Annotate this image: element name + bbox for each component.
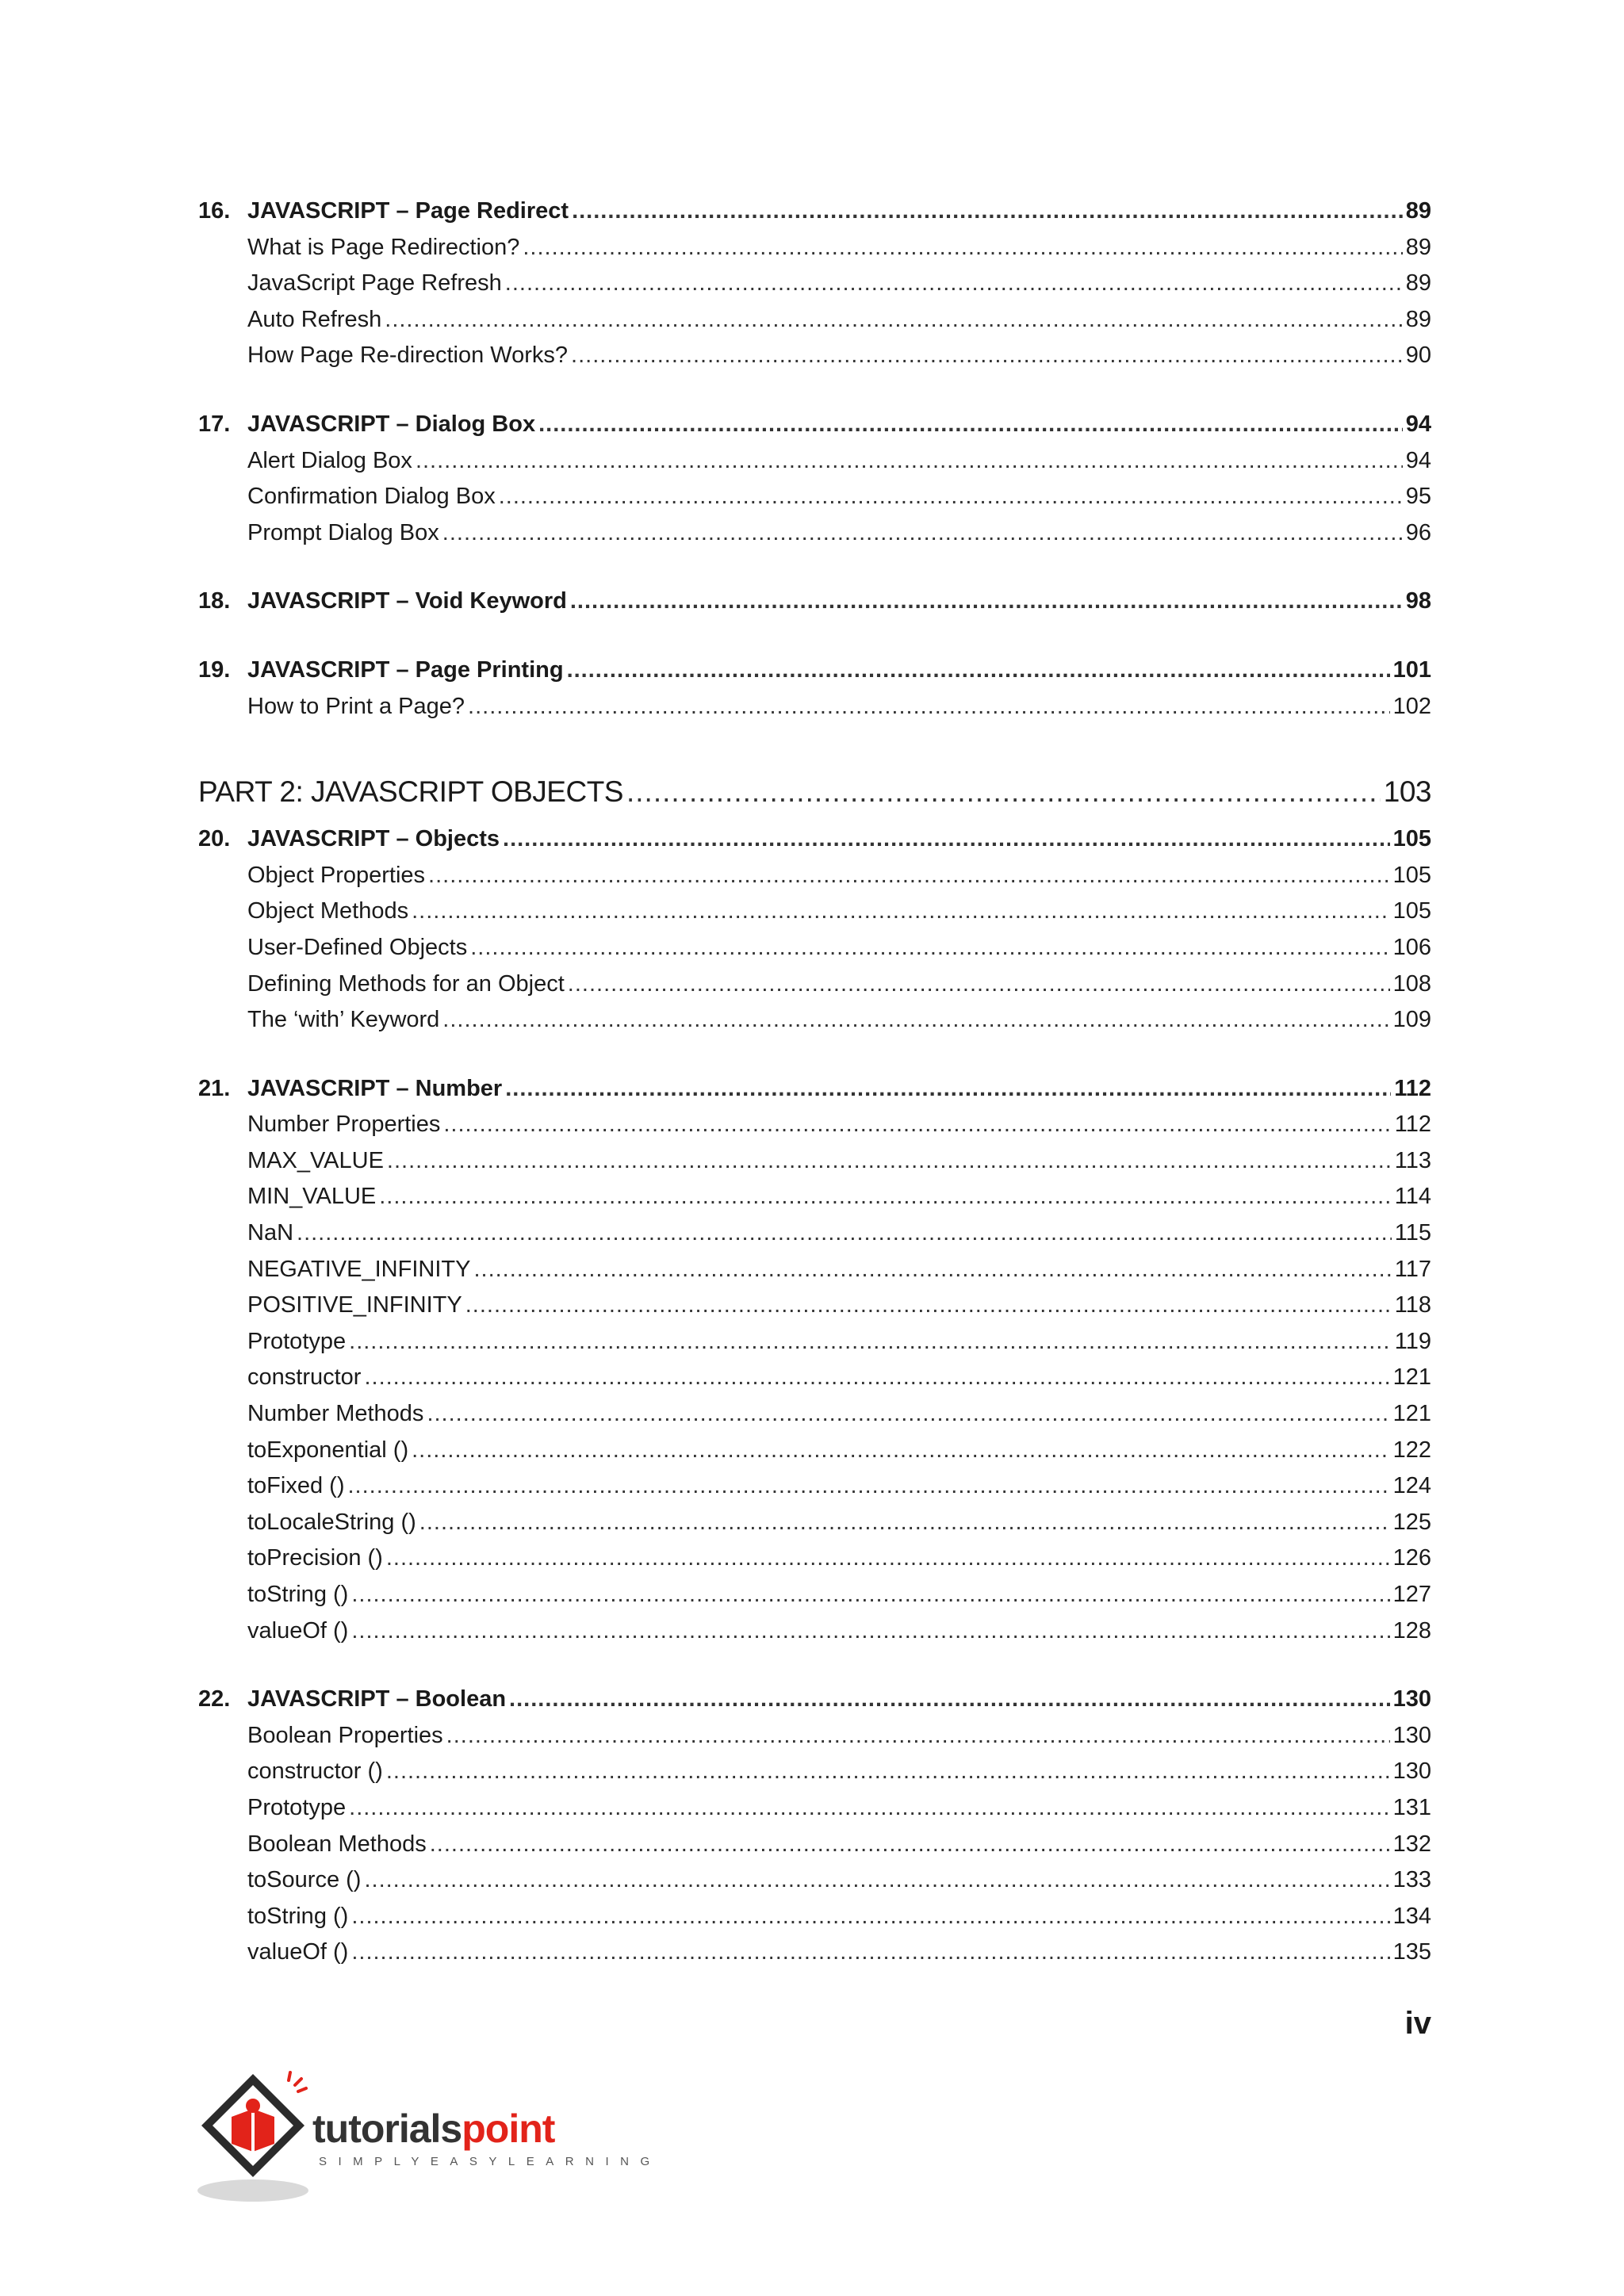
page-ref: 94: [1405, 411, 1431, 437]
chapter-number: 17.: [198, 411, 231, 437]
toc-entry[interactable]: [198, 1723, 1431, 1759]
toc-entry[interactable]: [198, 1545, 1431, 1582]
toc-entry[interactable]: [198, 1939, 1431, 1976]
page-ref: 134: [1392, 1903, 1431, 1929]
toc-entry[interactable]: [198, 520, 1431, 557]
dot-leader: [567, 657, 1390, 683]
toc-entry[interactable]: [198, 1758, 1431, 1795]
chapter-title: JAVASCRIPT – Page Redirect: [247, 198, 569, 224]
entry-title: Auto Refresh: [247, 306, 382, 332]
dot-leader: [473, 1257, 1391, 1283]
toc-entry[interactable]: [198, 1401, 1431, 1437]
toc-chapter-20[interactable]: [198, 826, 1431, 863]
entry-title: Prototype: [247, 1794, 347, 1820]
entry-title: The ‘with’ Keyword: [247, 1007, 440, 1033]
entry-title: constructor: [247, 1364, 362, 1391]
page-ref: 101: [1392, 656, 1431, 683]
entry-title: toString (): [247, 1903, 349, 1929]
tutorialspoint-logo: [193, 2068, 661, 2210]
toc-entry[interactable]: [198, 1148, 1431, 1184]
entry-title: Alert Dialog Box: [247, 447, 412, 473]
entry-title: toFixed (): [247, 1473, 345, 1499]
page-ref: 125: [1392, 1509, 1431, 1535]
entry-title: toExponential (): [247, 1437, 409, 1463]
page-ref: 132: [1392, 1831, 1431, 1857]
dot-leader: [351, 1904, 1389, 1930]
dot-leader: [351, 1582, 1389, 1608]
toc-entry[interactable]: [198, 1867, 1431, 1904]
entry-title: Prototype: [247, 1328, 347, 1354]
chapter-number: 18.: [198, 588, 231, 614]
toc-chapter-17[interactable]: [198, 411, 1431, 448]
toc-chapter-19[interactable]: [198, 657, 1431, 694]
dot-leader: [347, 1473, 1389, 1499]
entry-title: toPrecision (): [247, 1545, 383, 1571]
page-ref: 112: [1394, 1112, 1431, 1138]
entry-title: toLocaleString (): [247, 1509, 416, 1535]
entry-title: POSITIVE_INFINITY: [247, 1292, 462, 1318]
toc-entry[interactable]: [198, 484, 1431, 520]
dot-leader: [503, 826, 1390, 852]
toc-entry[interactable]: [198, 1007, 1431, 1043]
page-ref: 117: [1394, 1256, 1431, 1282]
dot-leader: [470, 935, 1389, 961]
entry-title: valueOf (): [247, 1939, 349, 1965]
page-ref: 95: [1405, 484, 1431, 510]
dot-leader: [364, 1364, 1389, 1391]
page-number: iv: [1404, 2006, 1431, 2041]
entry-title: JavaScript Page Refresh: [247, 270, 502, 297]
page-ref: 105: [1392, 826, 1431, 852]
dot-leader: [416, 448, 1403, 474]
dot-leader: [387, 1148, 1392, 1174]
dot-leader: [385, 307, 1402, 333]
page-ref: 103: [1383, 775, 1431, 809]
entry-title: What is Page Redirection?: [247, 234, 520, 260]
page-ref: 105: [1392, 898, 1431, 924]
entry-title: constructor (): [247, 1758, 383, 1785]
entry-title: Object Properties: [247, 862, 426, 888]
dot-leader: [297, 1220, 1392, 1246]
toc-entry[interactable]: [198, 1220, 1431, 1257]
logo-word-point: point: [462, 2107, 555, 2151]
page-ref: 106: [1392, 934, 1431, 960]
dot-leader: [499, 484, 1403, 510]
dot-leader: [386, 1758, 1390, 1785]
toc-entry[interactable]: [198, 1831, 1431, 1868]
toc-entry[interactable]: [198, 1292, 1431, 1329]
dot-leader: [509, 1686, 1390, 1712]
dot-leader: [443, 1112, 1391, 1138]
page-ref: 114: [1394, 1184, 1431, 1210]
dot-leader: [442, 1007, 1389, 1033]
dot-leader: [428, 863, 1390, 889]
dot-leader: [419, 1510, 1390, 1536]
dot-leader: [523, 235, 1402, 261]
entry-title: toString (): [247, 1582, 349, 1607]
logo-diamond-icon: [193, 2068, 312, 2206]
page-ref: 127: [1392, 1582, 1431, 1607]
page-ref: 126: [1392, 1545, 1431, 1571]
page-ref: 124: [1392, 1473, 1431, 1499]
dot-leader: [386, 1545, 1390, 1571]
part-title: PART 2: JAVASCRIPT OBJECTS: [198, 775, 623, 809]
toc-entry[interactable]: [198, 1473, 1431, 1510]
dot-leader: [572, 198, 1403, 224]
page-ref: 89: [1405, 306, 1431, 332]
entry-title: Number Methods: [247, 1401, 424, 1427]
table-of-contents: [198, 198, 1431, 1976]
page-ref: 128: [1392, 1617, 1431, 1644]
toc-entry[interactable]: [198, 1582, 1431, 1618]
entry-title: User-Defined Objects: [247, 934, 468, 960]
toc-entry[interactable]: [198, 1510, 1431, 1546]
page-ref: 121: [1392, 1364, 1431, 1391]
page-ref: 102: [1392, 693, 1431, 719]
toc-entry[interactable]: [198, 1437, 1431, 1474]
page-ref: 130: [1392, 1758, 1431, 1785]
entry-title: How to Print a Page?: [247, 693, 465, 719]
logo-word-tutorials: tutorials: [312, 2107, 462, 2151]
entry-title: Number Properties: [247, 1112, 441, 1138]
page-ref: 130: [1392, 1686, 1431, 1712]
entry-title: How Page Re-direction Works?: [247, 342, 569, 369]
chapter-number: 16.: [198, 198, 231, 224]
chapter-title: JAVASCRIPT – Boolean: [247, 1686, 507, 1712]
dot-leader: [568, 971, 1390, 997]
entry-title: Defining Methods for an Object: [247, 970, 565, 997]
toc-entry[interactable]: [198, 863, 1431, 899]
toc-chapter-21[interactable]: [198, 1076, 1431, 1112]
dot-leader: [351, 1939, 1389, 1965]
toc-entry[interactable]: [198, 1364, 1431, 1401]
toc-entry[interactable]: [198, 342, 1431, 379]
toc-entry[interactable]: [198, 971, 1431, 1008]
dot-leader: [626, 775, 1381, 809]
dot-leader: [412, 1437, 1389, 1464]
page-ref: 89: [1405, 270, 1431, 297]
toc-entry[interactable]: [198, 270, 1431, 307]
dot-leader: [570, 588, 1403, 614]
chapter-title: JAVASCRIPT – Void Keyword: [247, 588, 567, 614]
entry-title: NaN: [247, 1220, 294, 1246]
page-ref: 113: [1394, 1147, 1431, 1173]
chapter-number: 22.: [198, 1686, 231, 1712]
toc-chapter-16[interactable]: [198, 198, 1431, 235]
page-ref: 119: [1394, 1328, 1431, 1354]
toc-chapter-18[interactable]: [198, 588, 1431, 625]
toc-entry[interactable]: [198, 1795, 1431, 1831]
toc-entry[interactable]: [198, 1112, 1431, 1148]
chapter-title: JAVASCRIPT – Number: [247, 1075, 503, 1101]
dot-leader: [571, 342, 1403, 369]
toc-entry[interactable]: [198, 1257, 1431, 1293]
dot-leader: [465, 1292, 1392, 1318]
dot-leader: [505, 1076, 1391, 1102]
page-ref: 108: [1392, 970, 1431, 997]
logo-wordmark: [312, 2106, 554, 2152]
entry-title: Boolean Properties: [247, 1722, 443, 1748]
toc-entry[interactable]: [198, 307, 1431, 343]
dot-leader: [412, 898, 1390, 924]
chapter-title: JAVASCRIPT – Dialog Box: [247, 411, 536, 437]
toc-entry[interactable]: [198, 1618, 1431, 1655]
dot-leader: [442, 520, 1403, 546]
dot-leader: [349, 1329, 1392, 1355]
entry-title: Confirmation Dialog Box: [247, 484, 496, 510]
toc-entry[interactable]: [198, 1904, 1431, 1940]
chapter-number: 20.: [198, 826, 231, 852]
chapter-title: JAVASCRIPT – Page Printing: [247, 656, 564, 683]
page-ref: 133: [1392, 1867, 1431, 1893]
toc-chapter-22[interactable]: [198, 1686, 1431, 1723]
dot-leader: [427, 1401, 1389, 1427]
entry-title: MIN_VALUE: [247, 1184, 377, 1210]
page-ref: 122: [1392, 1437, 1431, 1463]
dot-leader: [430, 1831, 1390, 1858]
toc-entry[interactable]: [198, 235, 1431, 271]
page-ref: 130: [1392, 1722, 1431, 1748]
page-ref: 90: [1405, 342, 1431, 369]
dot-leader: [379, 1184, 1392, 1210]
page-ref: 109: [1392, 1007, 1431, 1033]
entry-title: Object Methods: [247, 898, 409, 924]
toc-entry[interactable]: [198, 898, 1431, 935]
chapter-number: 19.: [198, 656, 231, 683]
logo-spark-icon: [289, 2072, 306, 2091]
toc-entry[interactable]: [198, 935, 1431, 971]
dot-leader: [468, 694, 1390, 720]
chapter-number: 21.: [198, 1075, 231, 1101]
page-ref: 105: [1392, 862, 1431, 888]
logo-shadow: [197, 2179, 308, 2202]
dot-leader: [446, 1723, 1390, 1749]
toc-entry[interactable]: [198, 694, 1431, 730]
page-ref: 135: [1392, 1939, 1431, 1965]
toc-part-2[interactable]: [198, 775, 1431, 823]
page-ref: 112: [1394, 1075, 1431, 1101]
chapter-title: JAVASCRIPT – Objects: [247, 826, 500, 852]
dot-leader: [351, 1618, 1389, 1644]
entry-title: MAX_VALUE: [247, 1147, 384, 1173]
dot-leader: [538, 411, 1403, 438]
page-ref: 118: [1394, 1292, 1431, 1318]
page-ref: 131: [1392, 1794, 1431, 1820]
page-ref: 89: [1405, 198, 1431, 224]
page-ref: 96: [1405, 519, 1431, 545]
page-ref: 121: [1392, 1401, 1431, 1427]
toc-entry[interactable]: [198, 448, 1431, 484]
entry-title: Boolean Methods: [247, 1831, 427, 1857]
toc-entry[interactable]: [198, 1184, 1431, 1220]
page-ref: 115: [1394, 1220, 1431, 1246]
dot-leader: [505, 270, 1403, 297]
dot-leader: [349, 1795, 1389, 1821]
logo-tagline: SIMPLYEASYLEARNING: [319, 2155, 661, 2168]
toc-entry[interactable]: [198, 1329, 1431, 1365]
entry-title: NEGATIVE_INFINITY: [247, 1256, 471, 1282]
entry-title: valueOf (): [247, 1617, 349, 1644]
page-ref: 89: [1405, 234, 1431, 260]
entry-title: Prompt Dialog Box: [247, 519, 439, 545]
page-ref: 94: [1405, 447, 1431, 473]
dot-leader: [364, 1867, 1389, 1893]
logo-person-head: [246, 2099, 260, 2113]
entry-title: toSource (): [247, 1867, 362, 1893]
page-ref: 98: [1405, 588, 1431, 614]
